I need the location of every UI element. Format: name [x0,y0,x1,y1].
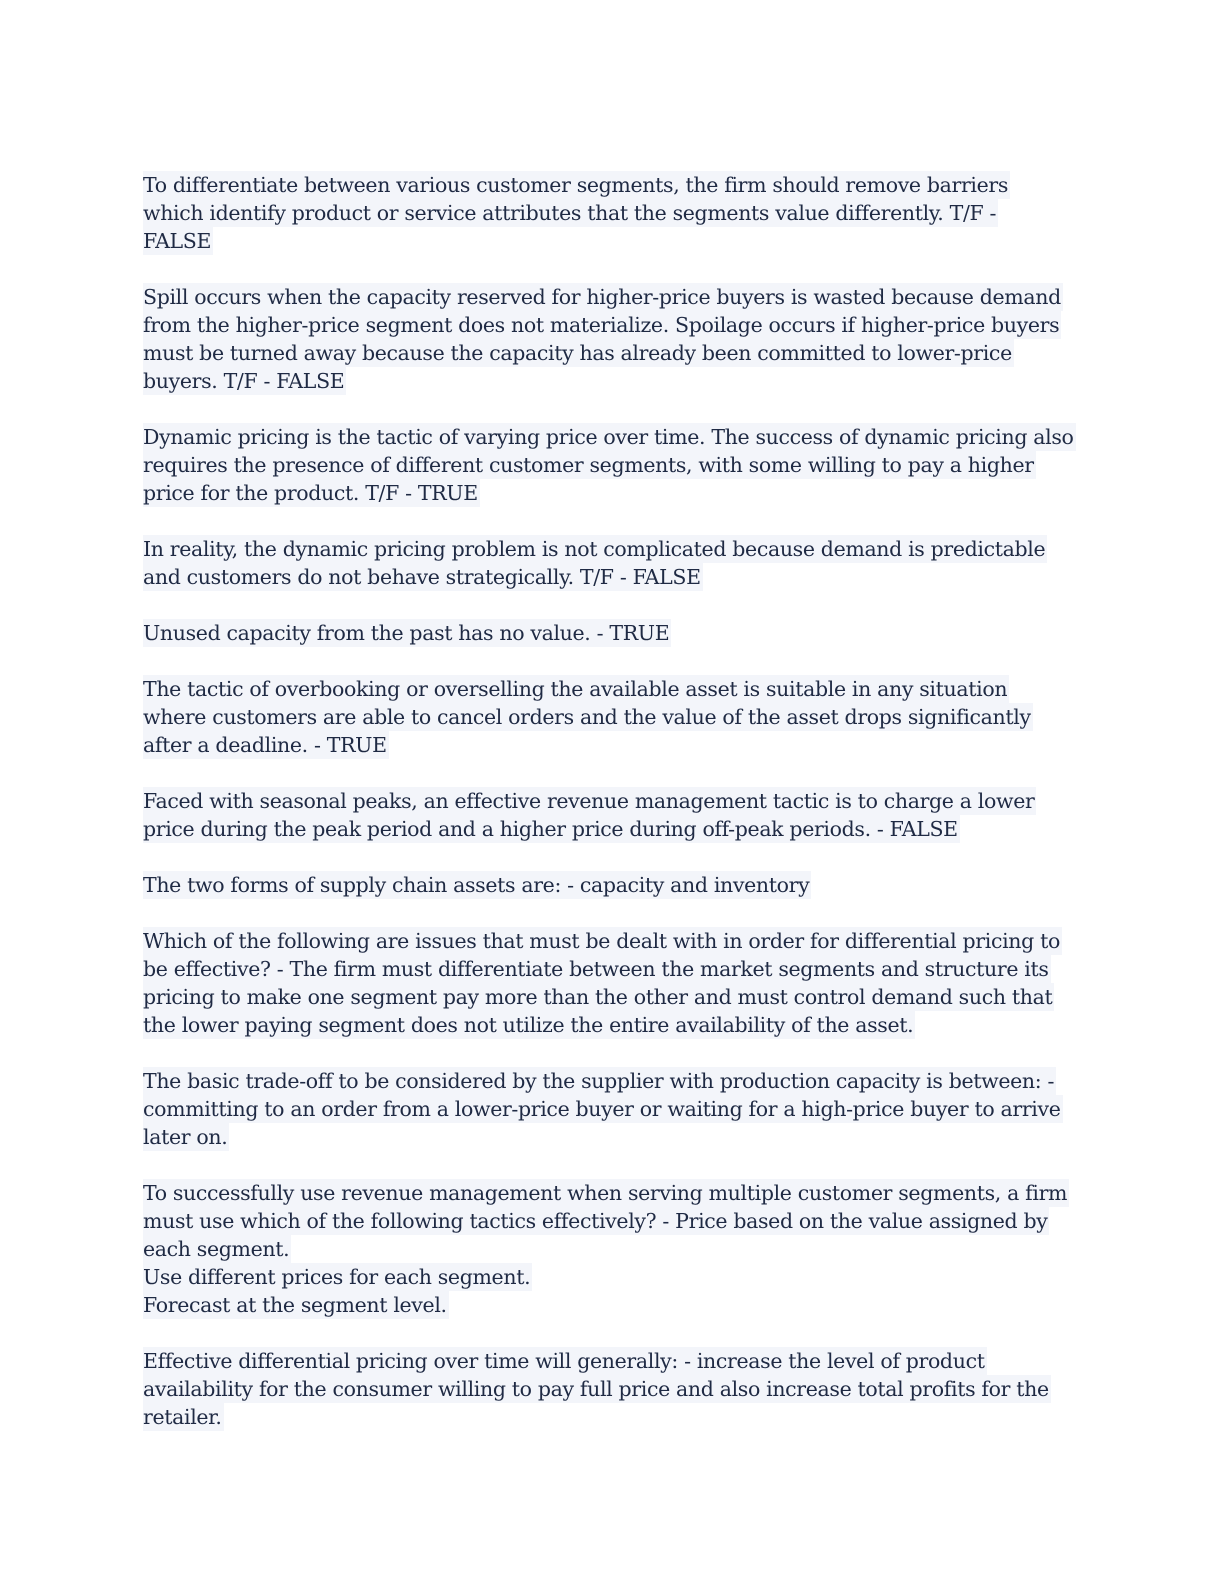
text-line: Spill occurs when the capacity reserved for higher-price buyers is wasted because demand [143,285,1061,309]
text-line: later on. [143,1125,228,1149]
text-line: pricing to make one segment pay more than the other and must control demand such that [143,985,1053,1009]
text-line: from the higher-price segment does not materialize. Spoilage occurs if higher-price buyers [143,313,1060,337]
text-line: Dynamic pricing is the tactic of varying price over time. The success of dynamic pricing also [143,425,1074,449]
qa-item [143,423,1078,507]
qa-item [143,871,1078,899]
qa-item [143,535,1078,591]
text-line: committing to an order from a lower-price buyer or waiting for a high-price buyer to arrive [143,1097,1061,1121]
text-line: availability for the consumer willing to pay full price and also increase total profits for the [143,1377,1049,1401]
text-line: the lower paying segment does not utilize the entire availability of the asset. [143,1013,914,1037]
text-line: FALSE [143,229,212,253]
text-line: Which of the following are issues that must be dealt with in order for differential pricing to [143,929,1060,953]
text-line: The two forms of supply chain assets are: - capacity and inventory [143,873,810,897]
text-line: Effective differential pricing over time will generally: - increase the level of product [143,1349,985,1373]
text-line: after a deadline. - TRUE [143,733,387,757]
text-line: price for the product. T/F - TRUE [143,481,478,505]
text-line: To differentiate between various customer segments, the firm should remove barriers [143,173,1009,197]
qa-item [143,1347,1078,1431]
qa-item [143,675,1078,759]
text-line: price during the peak period and a higher price during off-peak periods. - FALSE [143,817,958,841]
text-line: be effective? - The firm must differentiate between the market segments and structure its [143,957,1049,981]
qa-item [143,927,1078,1039]
text-line: Forecast at the segment level. [143,1293,447,1317]
qa-item [143,787,1078,843]
text-line: retailer. [143,1405,222,1429]
qa-item [143,1179,1078,1319]
text-line: and customers do not behave strategically. T/F - FALSE [143,565,701,589]
text-line: The basic trade-off to be considered by the supplier with production capacity is between: - [143,1069,1055,1093]
document-page [143,171,1078,1459]
text-line: where customers are able to cancel orders and the value of the asset drops significantly [143,705,1031,729]
text-line: The tactic of overbooking or overselling the available asset is suitable in any situation [143,677,1008,701]
text-line: buyers. T/F - FALSE [143,369,345,393]
text-line: requires the presence of different customer segments, with some willing to pay a higher [143,453,1034,477]
text-line: Unused capacity from the past has no value. - TRUE [143,621,670,645]
qa-item [143,619,1078,647]
text-line: must be turned away because the capacity has already been committed to lower-price [143,341,1012,365]
qa-item [143,283,1078,395]
text-line: To successfully use revenue management when serving multiple customer segments, a firm [143,1181,1068,1205]
qa-item [143,171,1078,255]
text-line: must use which of the following tactics effectively? - Price based on the value assigned by [143,1209,1048,1233]
text-line: each segment. [143,1237,290,1261]
qa-item [143,1067,1078,1151]
text-line: which identify product or service attributes that the segments value differently. T/F - [143,201,997,225]
text-line: Use different prices for each segment. [143,1265,531,1289]
text-line: In reality, the dynamic pricing problem is not complicated because demand is predictable [143,537,1046,561]
text-line: Faced with seasonal peaks, an effective revenue management tactic is to charge a lower [143,789,1035,813]
